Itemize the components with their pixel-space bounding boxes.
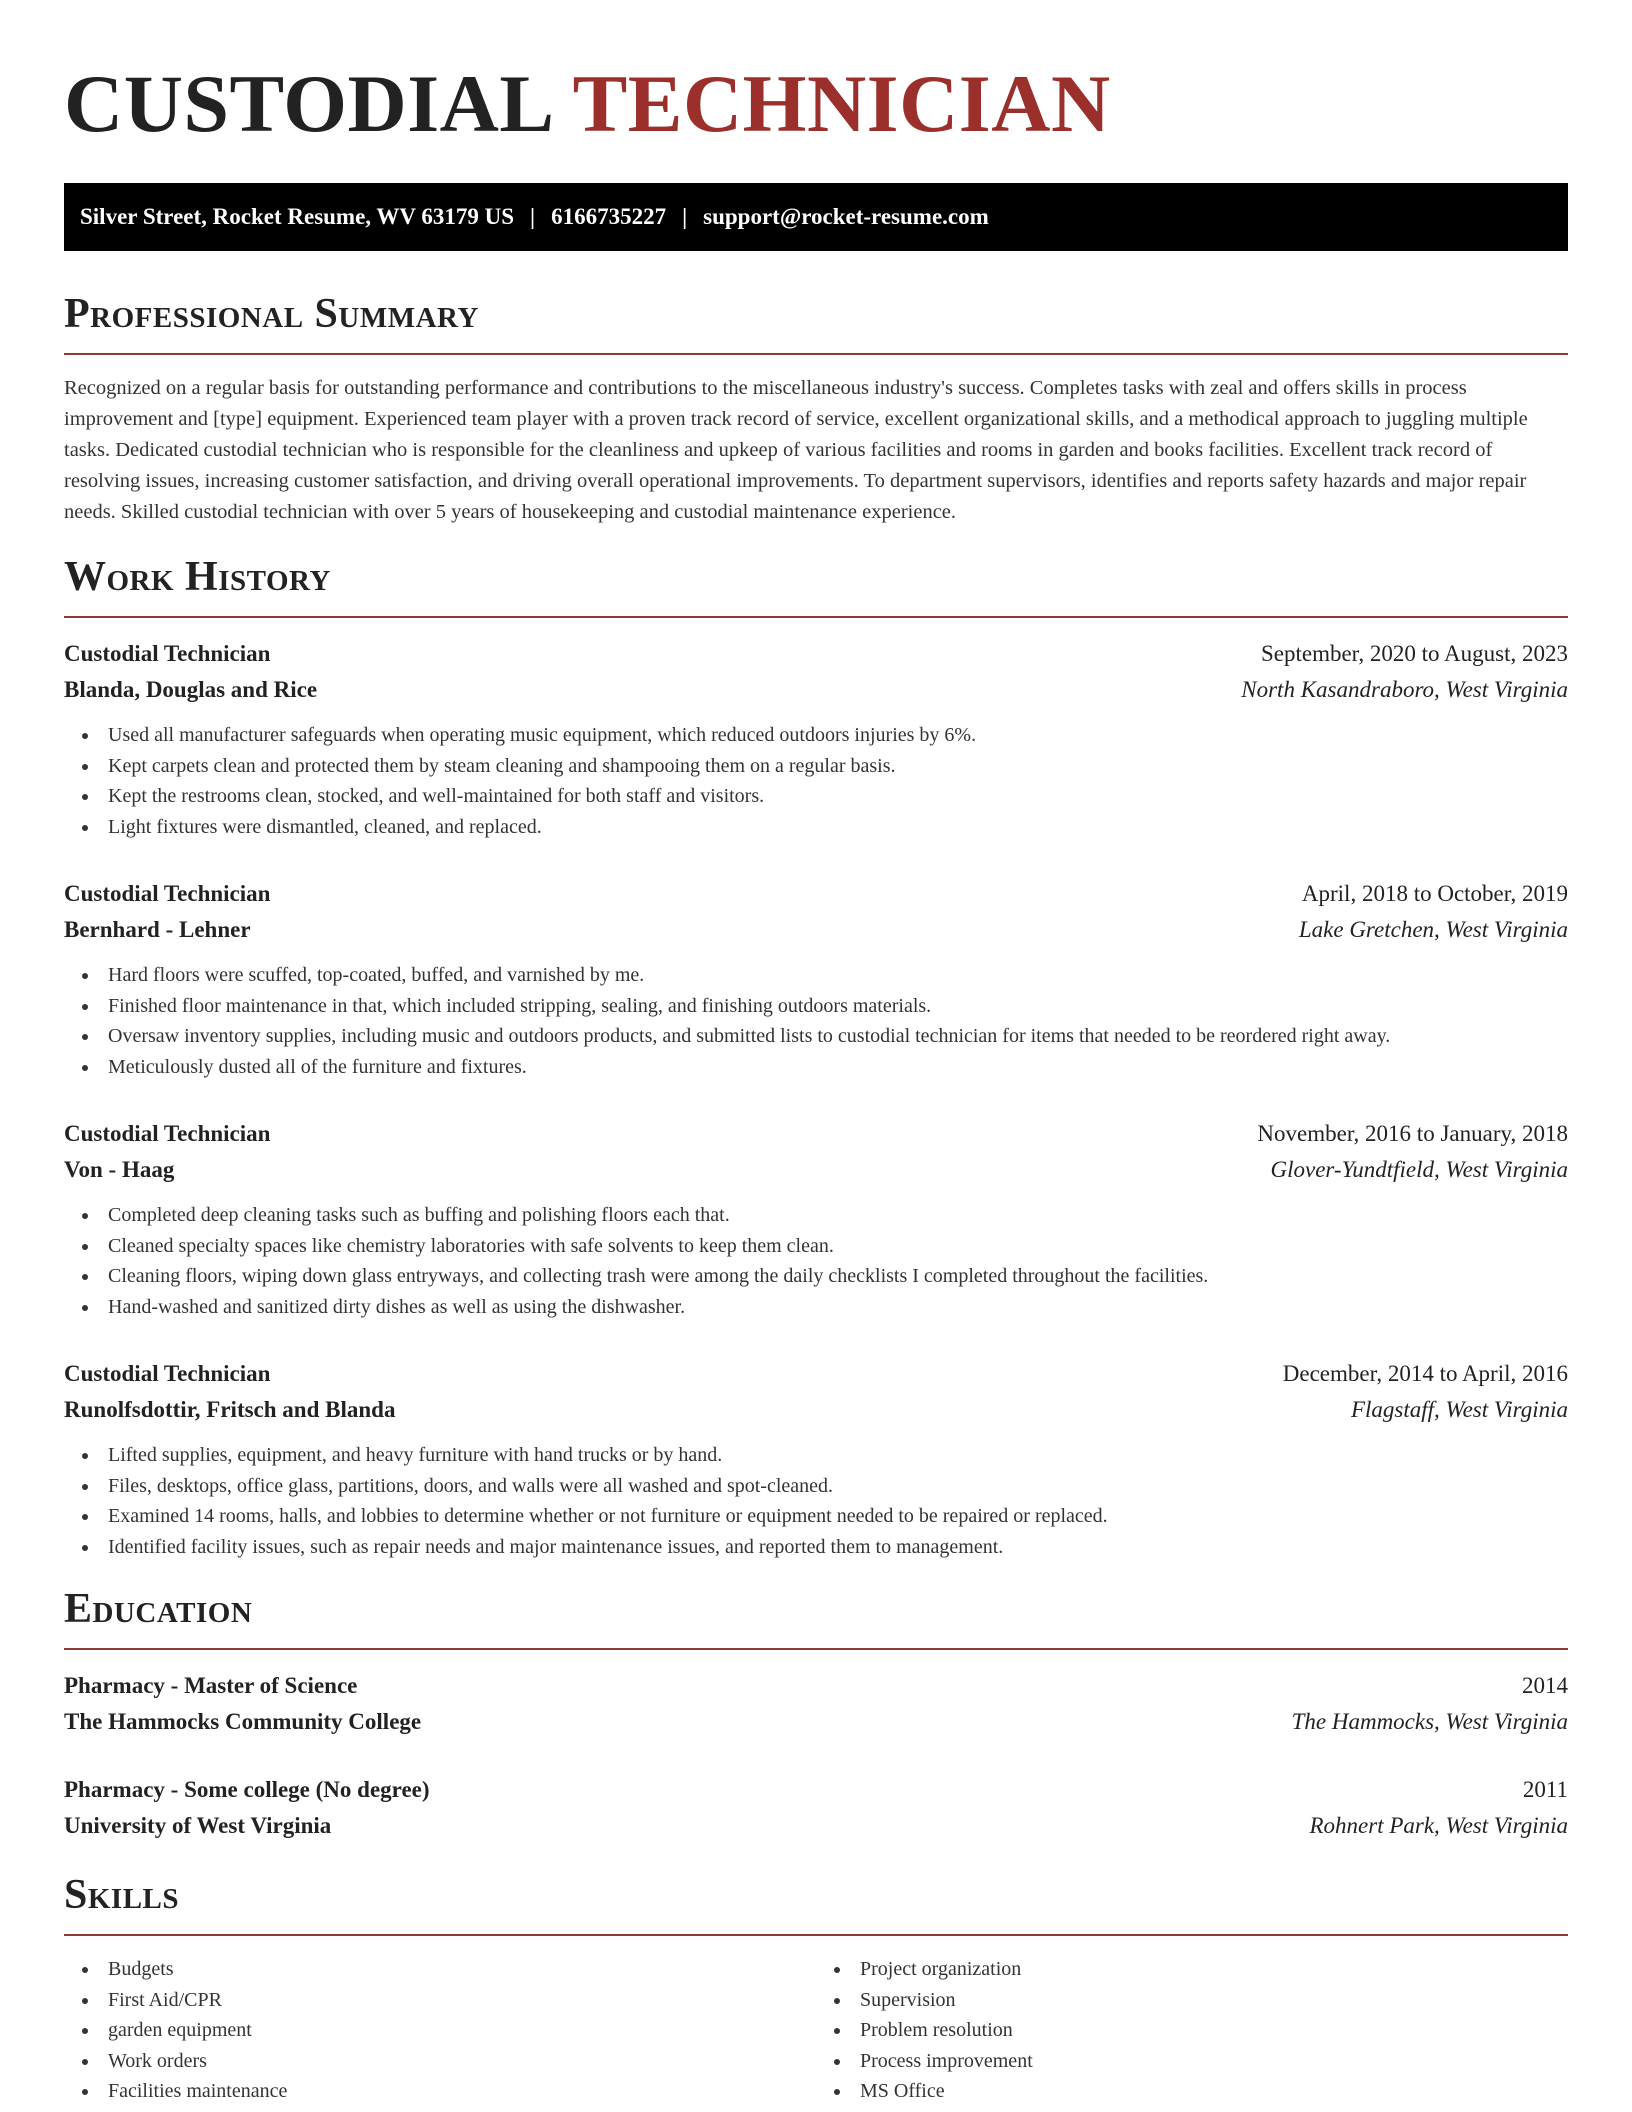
job-duties: [64, 720, 1568, 842]
title-first-word: CUSTODIAL: [64, 58, 555, 149]
job-dates: December, 2014 to April, 2016: [1282, 1361, 1568, 1386]
contact-separator: |: [682, 204, 688, 229]
job-entry: [64, 1356, 1568, 1562]
skills-list-left: [64, 1954, 816, 2107]
section-divider: [64, 616, 1568, 618]
work-history-section: [64, 552, 1568, 1562]
job-title: Custodial Technician: [64, 1361, 271, 1386]
job-duty: Identified facility issues, such as repair needs and major maintenance issues, and reported them to management.: [64, 1532, 1568, 1563]
education-school: The Hammocks Community College: [64, 1709, 422, 1734]
section-divider: [64, 1648, 1568, 1650]
job-location: Lake Gretchen, West Virginia: [1298, 917, 1568, 942]
skills-grid: [64, 1954, 1568, 2107]
skills-section: [64, 1870, 1568, 2107]
job-company: Runolfsdottir, Fritsch and Blanda: [64, 1397, 396, 1422]
job-location: Flagstaff, West Virginia: [1350, 1397, 1568, 1422]
education-heading: Education: [64, 1586, 253, 1632]
job-duty: Completed deep cleaning tasks such as buffing and polishing floors each that.: [64, 1200, 1568, 1231]
skill-item: Project organization: [816, 1954, 1568, 1985]
skill-item: Budgets: [64, 1954, 816, 1985]
skill-item: garden equipment: [64, 2015, 816, 2046]
summary-heading: Professional Summary: [64, 291, 479, 337]
job-title: Custodial Technician: [64, 881, 271, 906]
job-duty: Used all manufacturer safeguards when operating music equipment, which reduced outdoors injuries by 6%.: [64, 720, 1568, 751]
contact-address: Silver Street, Rocket Resume, WV 63179 US: [80, 204, 514, 229]
summary-text: Recognized on a regular basis for outstanding performance and contributions to the miscellaneous industry's success. Completes tasks with zeal and offers skills in process improvement and [type] equipment. Experienced team player with a proven track record of service, excellent organizational skills, and a methodical approach to juggling multiple tasks. Dedicated custodial technician who is responsible for the cleanliness and upkeep of various facilities and rooms in garden and books facilities. Excellent track record of resolving issues, increasing customer satisfaction, and driving overall operational improvements. To department supervisors, identifies and reports safety hazards and major repair needs. Skilled custodial technician with over 5 years of housekeeping and custodial maintenance experience.: [64, 377, 1528, 523]
title-second-word: TECHNICIAN: [572, 58, 1111, 149]
education-degree: Pharmacy - Master of Science: [64, 1673, 358, 1698]
skill-item: Problem resolution: [816, 2015, 1568, 2046]
section-divider: [64, 353, 1568, 355]
education-entry: [64, 1772, 1568, 1844]
job-company: Blanda, Douglas and Rice: [64, 677, 318, 702]
job-duty: Files, desktops, office glass, partitions, doors, and walls were all washed and spot-cleaned.: [64, 1471, 1568, 1502]
education-entry: [64, 1668, 1568, 1740]
job-title: Custodial Technician: [64, 641, 271, 666]
job-company: Von - Haag: [64, 1157, 175, 1182]
job-title: Custodial Technician: [64, 1121, 271, 1146]
skills-heading: Skills: [64, 1872, 180, 1918]
section-divider: [64, 1934, 1568, 1936]
job-duties: [64, 1440, 1568, 1562]
education-degree: Pharmacy - Some college (No degree): [64, 1777, 430, 1802]
job-duty: Kept carpets clean and protected them by steam cleaning and shampooing them on a regular basis.: [64, 751, 1568, 782]
skill-item: Work orders: [64, 2046, 816, 2077]
skill-item: Facilities maintenance: [64, 2076, 816, 2107]
education-year: 2014: [1522, 1673, 1568, 1698]
education-school: University of West Virginia: [64, 1813, 332, 1838]
job-duty: Oversaw inventory supplies, including music and outdoors products, and submitted lists to custodial technician for items that needed to be reordered right away.: [64, 1021, 1568, 1052]
job-entry: [64, 876, 1568, 1082]
job-duty: Lifted supplies, equipment, and heavy furniture with hand trucks or by hand.: [64, 1440, 1568, 1471]
job-location: Glover-Yundtfield, West Virginia: [1270, 1157, 1568, 1182]
job-duties: [64, 1200, 1568, 1322]
education-location: Rohnert Park, West Virginia: [1309, 1813, 1568, 1838]
job-dates: April, 2018 to October, 2019: [1301, 881, 1568, 906]
job-dates: November, 2016 to January, 2018: [1257, 1121, 1568, 1146]
job-duty: Hand-washed and sanitized dirty dishes as well as using the dishwasher.: [64, 1292, 1568, 1323]
contact-phone: 6166735227: [551, 204, 667, 229]
job-location: North Kasandraboro, West Virginia: [1241, 677, 1568, 702]
job-entry: [64, 1116, 1568, 1322]
work-history-heading: Work History: [64, 554, 331, 600]
education-section: [64, 1584, 1568, 1844]
summary-section: [64, 289, 1568, 528]
job-duty: Cleaning floors, wiping down glass entryways, and collecting trash were among the daily checklists I completed throughout the facilities.: [64, 1261, 1568, 1292]
job-duty: Finished floor maintenance in that, which included stripping, sealing, and finishing outdoors materials.: [64, 991, 1568, 1022]
skill-item: MS Office: [816, 2076, 1568, 2107]
skills-list-right: [816, 1954, 1568, 2107]
job-dates: September, 2020 to August, 2023: [1260, 641, 1568, 666]
education-location: The Hammocks, West Virginia: [1291, 1709, 1568, 1734]
contact-separator: |: [529, 204, 536, 229]
contact-bar: [64, 183, 1568, 251]
job-entry: [64, 636, 1568, 842]
job-duty: Cleaned specialty spaces like chemistry laboratories with safe solvents to keep them clean.: [64, 1231, 1568, 1262]
contact-email: support@rocket-resume.com: [703, 204, 989, 229]
skill-item: First Aid/CPR: [64, 1985, 816, 2016]
job-duty: Meticulously dusted all of the furniture and fixtures.: [64, 1052, 1568, 1083]
job-duties: [64, 960, 1568, 1082]
skill-item: Process improvement: [816, 2046, 1568, 2077]
resume-title: [64, 50, 1568, 158]
skill-item: Supervision: [816, 1985, 1568, 2016]
job-duty: Examined 14 rooms, halls, and lobbies to determine whether or not furniture or equipment needed to be repaired or replaced.: [64, 1501, 1568, 1532]
job-company: Bernhard - Lehner: [64, 917, 251, 942]
job-duty: Hard floors were scuffed, top-coated, buffed, and varnished by me.: [64, 960, 1568, 991]
job-duty: Light fixtures were dismantled, cleaned, and replaced.: [64, 812, 1568, 843]
education-year: 2011: [1522, 1777, 1568, 1802]
job-duty: Kept the restrooms clean, stocked, and well-maintained for both staff and visitors.: [64, 781, 1568, 812]
